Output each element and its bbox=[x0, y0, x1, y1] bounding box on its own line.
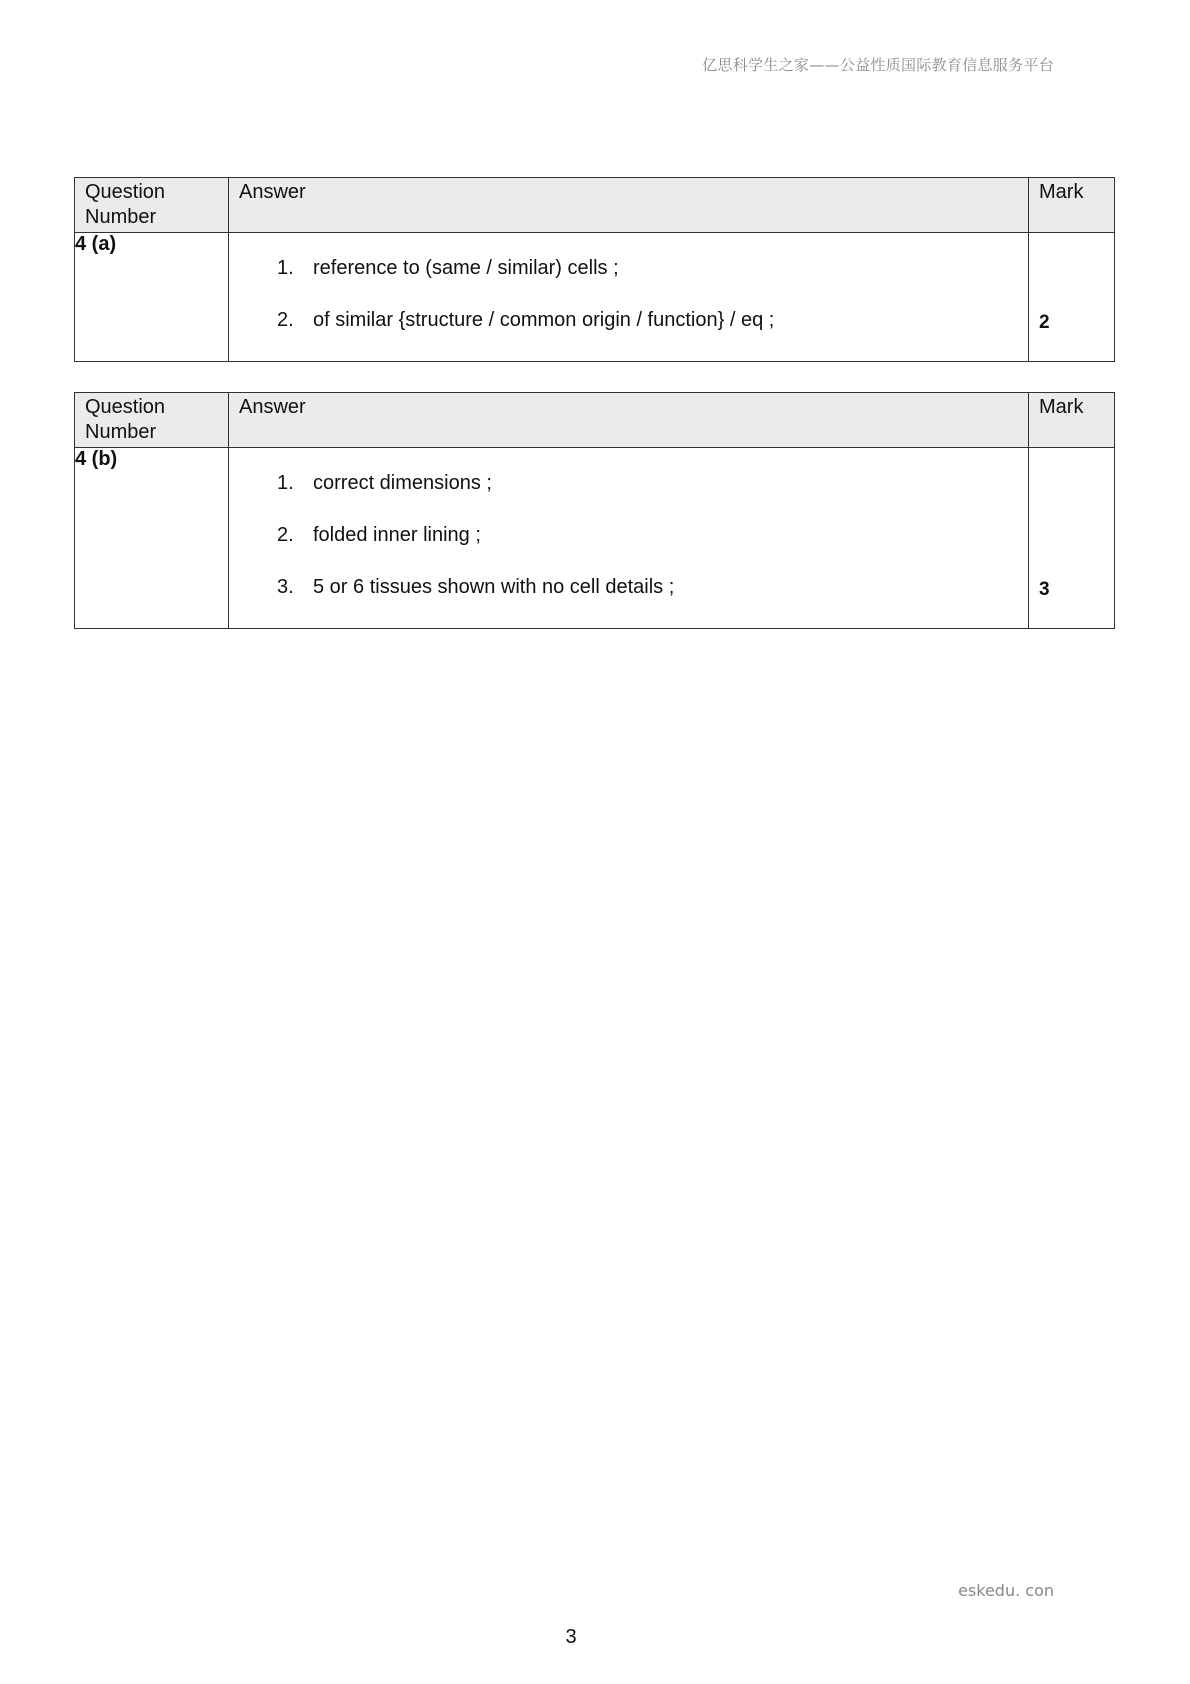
mark-header: Mark bbox=[1029, 178, 1115, 233]
header-watermark: 亿思科学生之家——公益性质国际教育信息服务平台 bbox=[702, 56, 1054, 74]
answer-item-text: correct dimensions ; bbox=[313, 472, 492, 494]
answer-cell bbox=[229, 233, 1029, 362]
answer-item-text: folded inner lining ; bbox=[313, 524, 481, 546]
answer-item-number: 2. bbox=[277, 309, 294, 331]
page-number: 3 bbox=[565, 1626, 577, 1648]
answer-item bbox=[277, 470, 1028, 496]
answer-header: Answer bbox=[229, 393, 1029, 448]
answer-item-number: 3. bbox=[277, 576, 294, 598]
answer-item-text: of similar {structure / common origin / function} / eq ; bbox=[313, 309, 775, 331]
question-number: 4 (a) bbox=[75, 233, 229, 362]
mark-scheme-table-4a bbox=[74, 177, 1115, 362]
answer-cell bbox=[229, 448, 1029, 629]
answer-item-number: 1. bbox=[277, 472, 294, 494]
answer-item bbox=[277, 522, 1028, 548]
mark-scheme-table-4b bbox=[74, 392, 1115, 629]
question-number-header: Question Number bbox=[75, 178, 229, 233]
answer-item-number: 2. bbox=[277, 524, 294, 546]
table-header-row bbox=[75, 178, 1115, 233]
answer-item bbox=[277, 574, 1028, 600]
table-row bbox=[75, 233, 1115, 362]
answer-item-text: 5 or 6 tissues shown with no cell details ; bbox=[313, 576, 675, 598]
question-number: 4 (b) bbox=[75, 448, 229, 629]
mark-cell bbox=[1029, 233, 1115, 362]
answer-list bbox=[229, 448, 1028, 600]
answer-item-number: 1. bbox=[277, 257, 294, 279]
answer-list bbox=[229, 233, 1028, 333]
mark-header: Mark bbox=[1029, 393, 1115, 448]
mark-value: 2 bbox=[1039, 312, 1050, 333]
answer-item bbox=[277, 255, 1028, 281]
mark-value: 3 bbox=[1039, 579, 1050, 600]
table-header-row bbox=[75, 393, 1115, 448]
mark-cell bbox=[1029, 448, 1115, 629]
table-row bbox=[75, 448, 1115, 629]
question-number-header: Question Number bbox=[75, 393, 229, 448]
footer-site-label: eskedu. con bbox=[958, 1581, 1054, 1600]
answer-item-text: reference to (same / similar) cells ; bbox=[313, 257, 619, 279]
answer-header: Answer bbox=[229, 178, 1029, 233]
answer-item bbox=[277, 307, 1028, 333]
